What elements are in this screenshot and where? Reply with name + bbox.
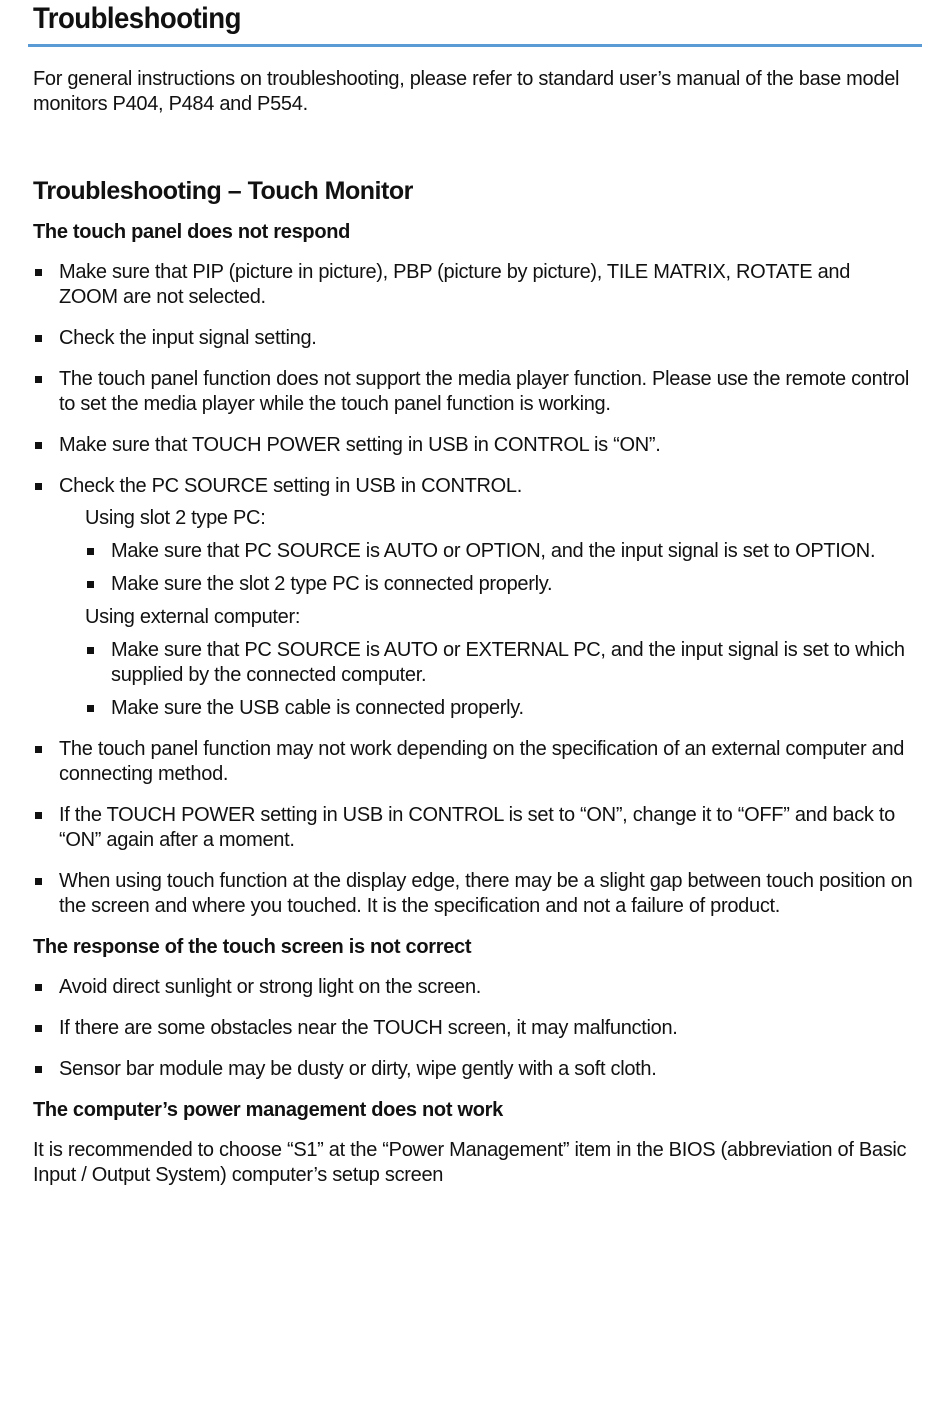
list-item: The touch panel function may not work depending on the specification of an external computer and connecting method.: [33, 737, 913, 787]
bullet-square-icon: [35, 984, 42, 991]
page-title: Troubleshooting: [33, 2, 241, 35]
bullet-square-icon: [35, 1025, 42, 1032]
touch-incorrect-list: [33, 975, 913, 1082]
bullet-square-icon: [35, 812, 42, 819]
slot2-list: [85, 539, 913, 597]
bullet-square-icon: [35, 746, 42, 753]
bullet-square-icon: [35, 335, 42, 342]
list-item: Make sure that TOUCH POWER setting in USB in CONTROL is “ON”.: [33, 433, 913, 458]
external-label: Using external computer:: [85, 606, 301, 628]
list-item: When using touch function at the display edge, there may be a slight gap between touch position on the screen and where you touched. It is the specification and not a failure of product.: [33, 869, 913, 919]
bullet-square-icon: [35, 376, 42, 383]
power-management-text: It is recommended to choose “S1” at the “Power Management” item in the BIOS (abbreviation of Basic Input / Output System) computer’s setup screen: [33, 1139, 907, 1186]
bullet-square-icon: [87, 647, 94, 654]
list-item: If the TOUCH POWER setting in USB in CONTROL is set to “ON”, change it to “OFF” and back to “ON” again after a moment.: [33, 803, 913, 853]
external-list: [85, 638, 913, 721]
heading-touch-no-response: The touch panel does not respond: [33, 221, 351, 243]
bullet-square-icon: [35, 442, 42, 449]
list-item: Sensor bar module may be dusty or dirty, wipe gently with a soft cloth.: [33, 1057, 913, 1082]
heading-touch-incorrect: The response of the touch screen is not correct: [33, 936, 472, 958]
list-item: Avoid direct sunlight or strong light on the screen.: [33, 975, 913, 1000]
list-item: The touch panel function does not support the media player function. Please use the remote control to set the media player while the touch panel function is working.: [33, 367, 913, 417]
bullet-square-icon: [87, 705, 94, 712]
touch-no-response-list: [33, 260, 913, 919]
list-item: Make sure that PIP (picture in picture), PBP (picture by picture), TILE MATRIX, ROTATE and ZOOM are not selected.: [33, 260, 913, 310]
bullet-square-icon: [35, 878, 42, 885]
document-body: [33, 67, 913, 1188]
title-divider: [28, 44, 922, 47]
list-item: If there are some obstacles near the TOUCH screen, it may malfunction.: [33, 1016, 913, 1041]
bullet-square-icon: [87, 548, 94, 555]
list-item: Make sure that PC SOURCE is AUTO or OPTION, and the input signal is set to OPTION.: [85, 539, 913, 564]
pc-source-details: [59, 506, 913, 721]
list-item: Check the PC SOURCE setting in USB in CONTROL. Using slot 2 type PC: Make sure that PC SOURCE is AUTO or OPTION, and the input signal is set to OPTION. Make sure the slot 2 type PC is connected properly. Using external computer: Make sure that PC SOURCE is AUTO or EXTERNAL PC, and the input signal is set to which supplied by the connected computer. Make sure the USB cable is connected properly.: [33, 474, 913, 721]
list-item: Make sure the slot 2 type PC is connected properly.: [85, 572, 913, 597]
slot2-label: Using slot 2 type PC:: [85, 507, 266, 529]
list-item: Check the input signal setting.: [33, 326, 913, 351]
bullet-square-icon: [35, 483, 42, 490]
list-item: Make sure the USB cable is connected properly.: [85, 696, 913, 721]
list-item: Make sure that PC SOURCE is AUTO or EXTERNAL PC, and the input signal is set to which supplied by the connected computer.: [85, 638, 913, 688]
section-title: Troubleshooting – Touch Monitor: [33, 177, 413, 205]
bullet-square-icon: [87, 581, 94, 588]
intro-paragraph: For general instructions on troubleshooting, please refer to standard user’s manual of the base model monitors P404, P484 and P554.: [33, 68, 900, 115]
bullet-square-icon: [35, 269, 42, 276]
bullet-square-icon: [35, 1066, 42, 1073]
heading-power-management: The computer’s power management does not work: [33, 1099, 503, 1121]
